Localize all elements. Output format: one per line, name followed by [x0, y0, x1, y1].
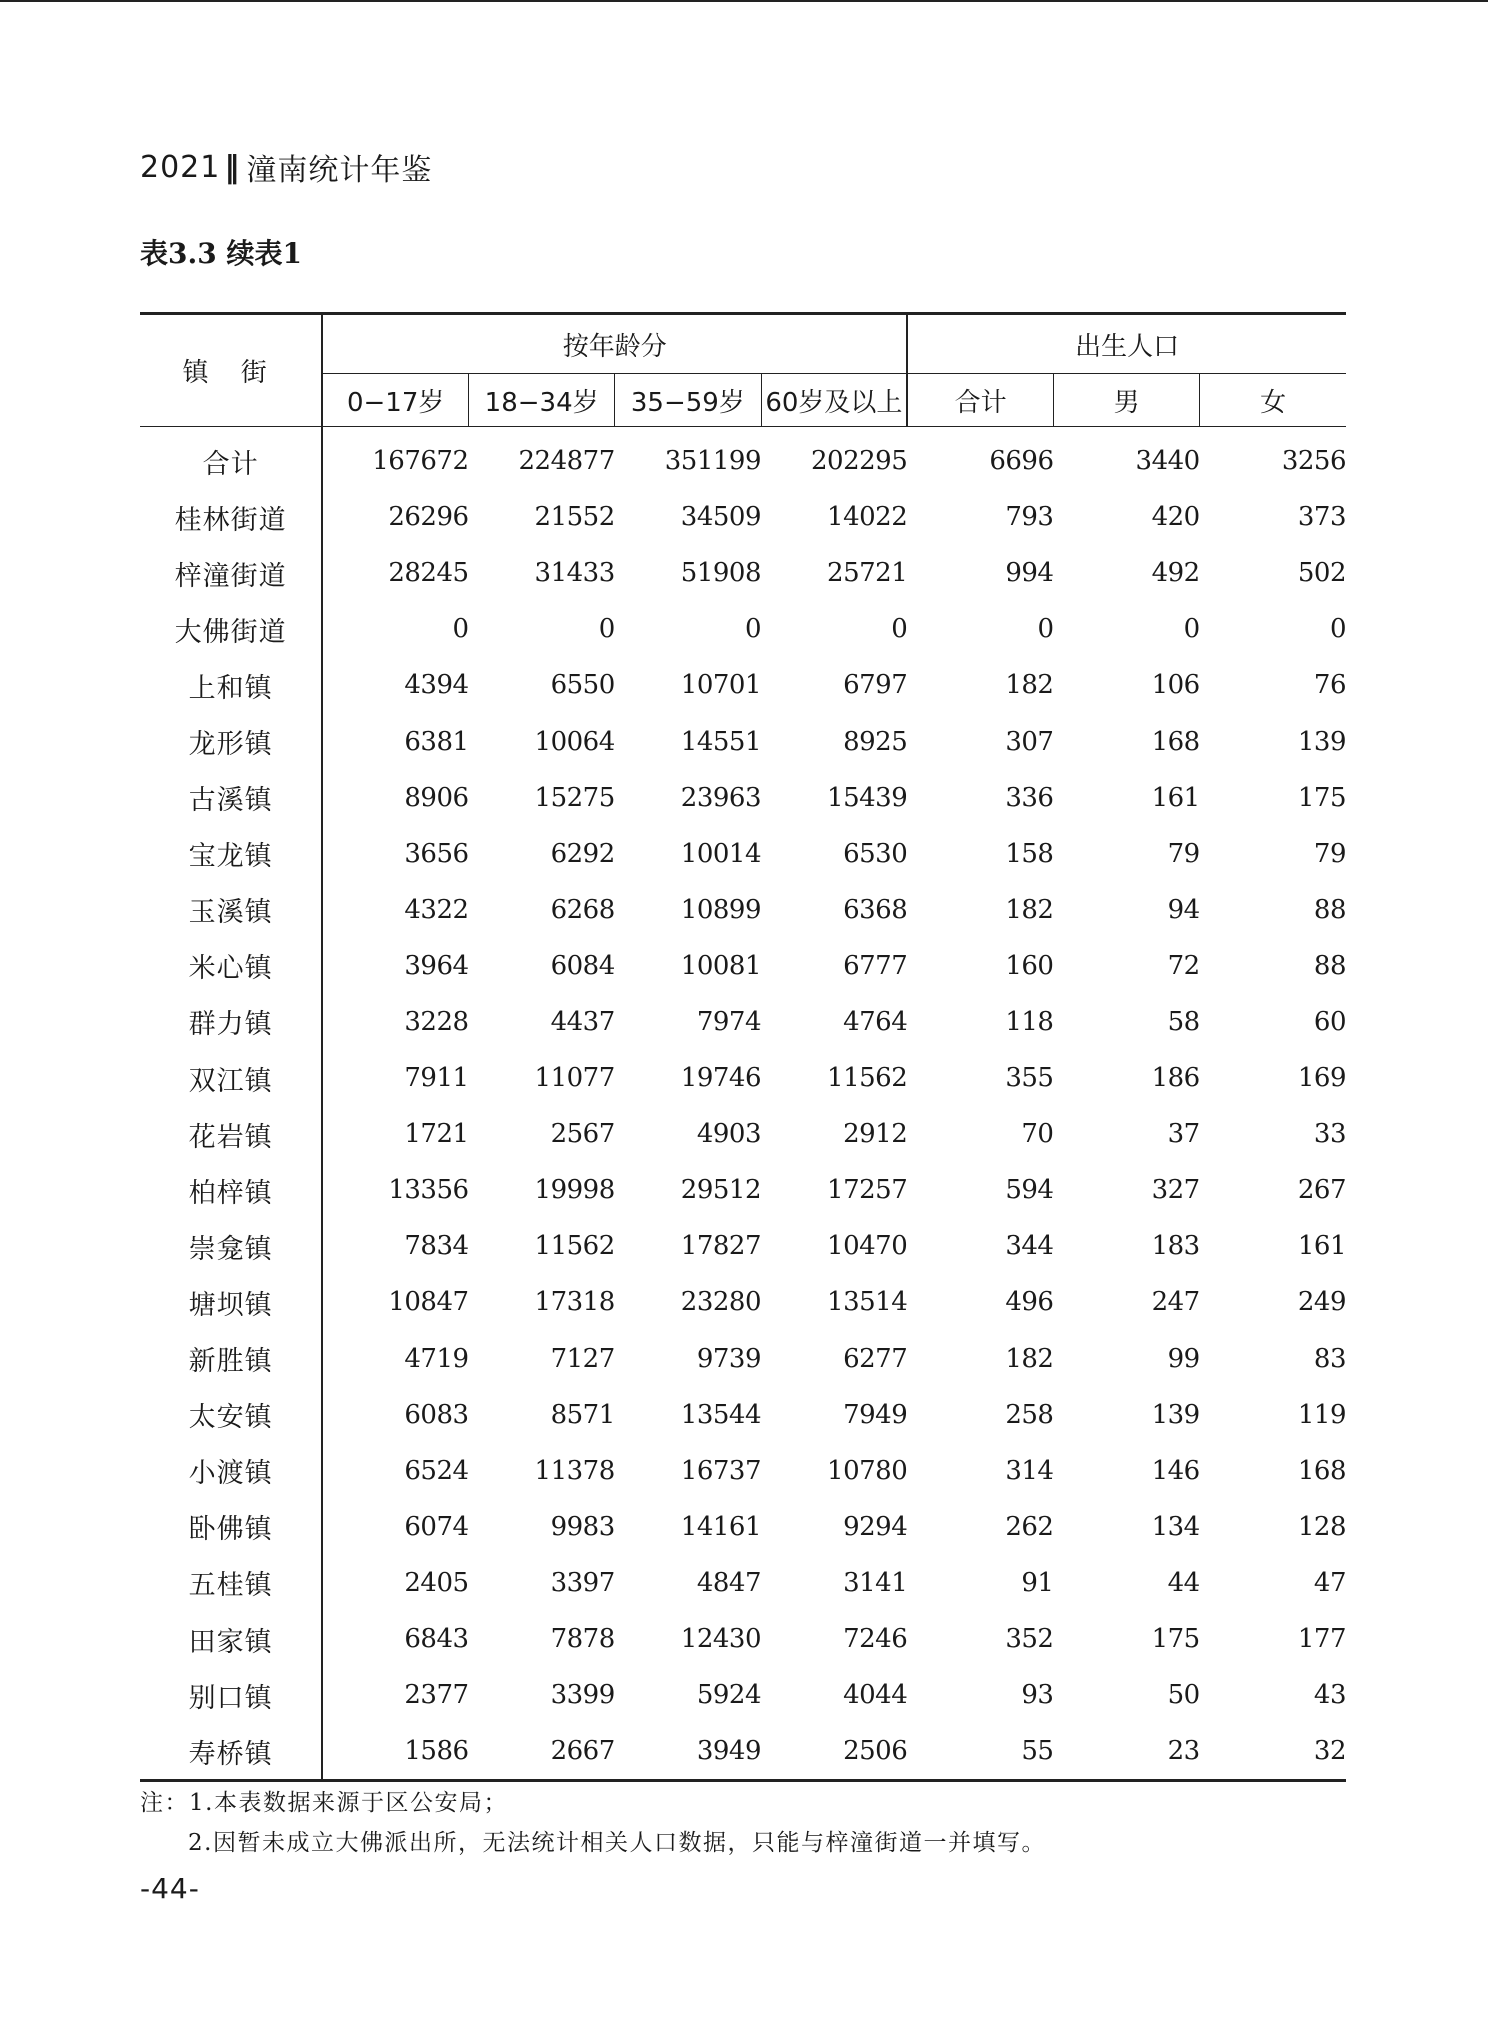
value-cell: 21552 [534, 502, 615, 533]
value-cell: 3256 [1281, 446, 1346, 477]
value-cell: 6084 [550, 950, 615, 981]
value-cell: 177 [1297, 1624, 1346, 1655]
value-cell: 4764 [843, 1006, 908, 1037]
value-cell: 262 [1005, 1511, 1054, 1542]
region-name: 别口镇 [140, 1667, 322, 1723]
value-cell: 31433 [534, 558, 615, 589]
value-cell: 15275 [534, 782, 615, 813]
value-cell: 336 [1005, 782, 1054, 813]
value-cell: 7127 [550, 1343, 615, 1374]
value-cell: 19998 [534, 1175, 615, 1206]
table-row [140, 1611, 1346, 1667]
value-cell: 58 [1167, 1006, 1200, 1037]
value-cell: 83 [1313, 1343, 1346, 1374]
value-cell: 4719 [404, 1343, 469, 1374]
region-name: 田家镇 [140, 1611, 322, 1667]
value-cell: 3949 [696, 1736, 761, 1767]
value-cell: 14022 [827, 502, 908, 533]
table-row [140, 1106, 1346, 1162]
value-cell: 0 [1183, 614, 1200, 645]
value-cell: 3440 [1135, 446, 1200, 477]
value-cell: 2405 [404, 1567, 469, 1598]
value-cell: 128 [1297, 1511, 1346, 1542]
value-cell: 99 [1167, 1343, 1200, 1374]
value-cell: 23 [1167, 1736, 1200, 1767]
value-cell: 352 [1005, 1624, 1054, 1655]
value-cell: 11077 [534, 1063, 615, 1094]
header-age-35-59: 35−59岁 [615, 374, 761, 427]
table-row [140, 1387, 1346, 1443]
value-cell: 6530 [843, 838, 908, 869]
value-cell: 0 [744, 614, 761, 645]
value-cell: 17827 [680, 1231, 761, 1262]
table-row [140, 994, 1346, 1050]
value-cell: 6524 [404, 1455, 469, 1486]
value-cell: 7974 [696, 1006, 761, 1037]
value-cell: 6074 [404, 1511, 469, 1542]
note-1: 注：1.本表数据来源于区公安局； [140, 1790, 508, 1816]
header-age-group: 按年龄分 [322, 314, 907, 374]
region-name: 寿桥镇 [140, 1723, 322, 1781]
value-cell: 6550 [550, 670, 615, 701]
value-cell: 11562 [534, 1231, 615, 1262]
value-cell: 8571 [550, 1399, 615, 1430]
region-name: 五桂镇 [140, 1555, 322, 1611]
value-cell: 118 [1005, 1006, 1054, 1037]
value-cell: 496 [1005, 1287, 1054, 1318]
value-cell: 79 [1313, 838, 1346, 869]
value-cell: 88 [1313, 950, 1346, 981]
value-cell: 351199 [664, 446, 761, 477]
region-name: 龙形镇 [140, 713, 322, 769]
value-cell: 10470 [827, 1231, 908, 1262]
value-cell: 11562 [827, 1063, 908, 1094]
value-cell: 158 [1005, 838, 1054, 869]
value-cell: 14551 [680, 726, 761, 757]
table-row [140, 938, 1346, 994]
value-cell: 175 [1151, 1624, 1200, 1655]
value-cell: 6368 [843, 894, 908, 925]
region-name: 玉溪镇 [140, 882, 322, 938]
value-cell: 7949 [843, 1399, 908, 1430]
value-cell: 44 [1167, 1567, 1200, 1598]
value-cell: 6277 [843, 1343, 908, 1374]
value-cell: 34509 [680, 502, 761, 533]
value-cell: 8925 [843, 726, 908, 757]
value-cell: 13544 [680, 1399, 761, 1430]
value-cell: 175 [1297, 782, 1346, 813]
value-cell: 202295 [810, 446, 908, 477]
value-cell: 2567 [550, 1119, 615, 1150]
value-cell: 9983 [550, 1511, 615, 1542]
value-cell: 4847 [696, 1567, 761, 1598]
table-row [140, 1274, 1346, 1330]
value-cell: 25721 [827, 558, 908, 589]
value-cell: 183 [1151, 1231, 1200, 1262]
table-row [140, 601, 1346, 657]
value-cell: 51908 [680, 558, 761, 589]
value-cell: 37 [1167, 1119, 1200, 1150]
value-cell: 224877 [518, 446, 615, 477]
table-row [140, 1050, 1346, 1106]
value-cell: 1721 [404, 1119, 469, 1150]
header-divider-icon: ‖ [224, 149, 241, 185]
region-name: 小渡镇 [140, 1443, 322, 1499]
value-cell: 0 [598, 614, 615, 645]
table-notes [140, 1783, 1046, 1863]
value-cell: 26296 [388, 502, 469, 533]
value-cell: 9294 [843, 1511, 908, 1542]
value-cell: 88 [1313, 894, 1346, 925]
value-cell: 7246 [843, 1624, 908, 1655]
value-cell: 10081 [680, 950, 761, 981]
value-cell: 186 [1151, 1063, 1200, 1094]
statistics-table [140, 312, 1346, 1782]
value-cell: 8906 [404, 782, 469, 813]
value-cell: 182 [1005, 1343, 1054, 1374]
note-2: 2.因暂未成立大佛派出所，无法统计相关人口数据，只能与梓潼街道一并填写。 [188, 1830, 1046, 1856]
region-name: 合计 [140, 427, 322, 490]
value-cell: 10899 [680, 894, 761, 925]
table-row [140, 657, 1346, 713]
value-cell: 314 [1005, 1455, 1054, 1486]
header-birth-female: 女 [1200, 374, 1346, 427]
table-row [140, 1499, 1346, 1555]
region-name: 上和镇 [140, 657, 322, 713]
region-name: 卧佛镇 [140, 1499, 322, 1555]
value-cell: 139 [1151, 1399, 1200, 1430]
value-cell: 4394 [404, 670, 469, 701]
value-cell: 1586 [404, 1736, 469, 1767]
value-cell: 139 [1297, 726, 1346, 757]
value-cell: 10701 [680, 670, 761, 701]
table-body [140, 427, 1346, 1781]
value-cell: 32 [1313, 1736, 1346, 1767]
region-name: 桂林街道 [140, 489, 322, 545]
value-cell: 182 [1005, 670, 1054, 701]
value-cell: 19746 [680, 1063, 761, 1094]
value-cell: 168 [1151, 726, 1200, 757]
region-name: 古溪镇 [140, 770, 322, 826]
value-cell: 6292 [550, 838, 615, 869]
value-cell: 267 [1297, 1175, 1346, 1206]
value-cell: 4044 [843, 1680, 908, 1711]
region-name: 塘坝镇 [140, 1274, 322, 1330]
value-cell: 373 [1297, 502, 1346, 533]
value-cell: 6797 [843, 670, 908, 701]
value-cell: 10064 [534, 726, 615, 757]
region-name: 花岩镇 [140, 1106, 322, 1162]
value-cell: 249 [1297, 1287, 1346, 1318]
value-cell: 5924 [696, 1680, 761, 1711]
value-cell: 4322 [404, 894, 469, 925]
page-number: -44- [140, 1872, 200, 1905]
value-cell: 91 [1021, 1567, 1054, 1598]
region-name: 群力镇 [140, 994, 322, 1050]
value-cell: 10780 [827, 1455, 908, 1486]
value-cell: 146 [1151, 1455, 1200, 1486]
value-cell: 7878 [550, 1624, 615, 1655]
value-cell: 6381 [404, 726, 469, 757]
running-header [140, 145, 432, 189]
value-cell: 9739 [696, 1343, 761, 1374]
value-cell: 2667 [550, 1736, 615, 1767]
table-row [140, 1162, 1346, 1218]
value-cell: 344 [1005, 1231, 1054, 1262]
header-age-60-plus: 60岁及以上 [761, 374, 907, 427]
value-cell: 14161 [680, 1511, 761, 1542]
value-cell: 0 [452, 614, 469, 645]
value-cell: 17318 [534, 1287, 615, 1318]
value-cell: 70 [1021, 1119, 1054, 1150]
value-cell: 3397 [550, 1567, 615, 1598]
value-cell: 502 [1297, 558, 1346, 589]
table-title: 表3.3 续表1 [140, 237, 302, 270]
region-name: 新胜镇 [140, 1331, 322, 1387]
value-cell: 15439 [827, 782, 908, 813]
value-cell: 33 [1313, 1119, 1346, 1150]
value-cell: 793 [1005, 502, 1054, 533]
value-cell: 23963 [680, 782, 761, 813]
value-cell: 6777 [843, 950, 908, 981]
value-cell: 6268 [550, 894, 615, 925]
value-cell: 167672 [372, 446, 469, 477]
value-cell: 420 [1151, 502, 1200, 533]
table-row [140, 1331, 1346, 1387]
value-cell: 93 [1021, 1680, 1054, 1711]
value-cell: 4437 [550, 1006, 615, 1037]
region-name: 大佛街道 [140, 601, 322, 657]
value-cell: 76 [1313, 670, 1346, 701]
region-name: 柏梓镇 [140, 1162, 322, 1218]
table-row [140, 770, 1346, 826]
value-cell: 7911 [404, 1063, 469, 1094]
value-cell: 355 [1005, 1063, 1054, 1094]
header-region: 镇 街 [140, 314, 322, 427]
table-row [140, 489, 1346, 545]
value-cell: 492 [1151, 558, 1200, 589]
value-cell: 2912 [843, 1119, 908, 1150]
value-cell: 594 [1005, 1175, 1054, 1206]
value-cell: 94 [1167, 894, 1200, 925]
value-cell: 4903 [696, 1119, 761, 1150]
value-cell: 160 [1005, 950, 1054, 981]
table-row [140, 882, 1346, 938]
value-cell: 6843 [404, 1624, 469, 1655]
value-cell: 6083 [404, 1399, 469, 1430]
value-cell: 307 [1005, 726, 1054, 757]
value-cell: 994 [1005, 558, 1054, 589]
table-row [140, 1667, 1346, 1723]
table-row [140, 1443, 1346, 1499]
value-cell: 161 [1151, 782, 1200, 813]
value-cell: 3964 [404, 950, 469, 981]
value-cell: 50 [1167, 1680, 1200, 1711]
value-cell: 10847 [388, 1287, 469, 1318]
value-cell: 72 [1167, 950, 1200, 981]
value-cell: 29512 [680, 1175, 761, 1206]
value-cell: 258 [1005, 1399, 1054, 1430]
header-age-18-34: 18−34岁 [469, 374, 615, 427]
region-name: 宝龙镇 [140, 826, 322, 882]
value-cell: 3228 [404, 1006, 469, 1037]
value-cell: 2506 [843, 1736, 908, 1767]
value-cell: 6696 [989, 446, 1054, 477]
header-book-title: 潼南统计年鉴 [246, 153, 433, 188]
value-cell: 3656 [404, 838, 469, 869]
region-name: 双江镇 [140, 1050, 322, 1106]
value-cell: 134 [1151, 1511, 1200, 1542]
value-cell: 106 [1151, 670, 1200, 701]
table-row [140, 545, 1346, 601]
value-cell: 7834 [404, 1231, 469, 1262]
header-year: 2021 [140, 149, 221, 185]
table-row [140, 1218, 1346, 1274]
value-cell: 0 [1037, 614, 1054, 645]
value-cell: 182 [1005, 894, 1054, 925]
value-cell: 79 [1167, 838, 1200, 869]
top-rule [0, 0, 1488, 2]
value-cell: 55 [1021, 1736, 1054, 1767]
value-cell: 0 [1329, 614, 1346, 645]
value-cell: 161 [1297, 1231, 1346, 1262]
value-cell: 43 [1313, 1680, 1346, 1711]
table-row [140, 826, 1346, 882]
table-row [140, 427, 1346, 490]
value-cell: 13356 [388, 1175, 469, 1206]
value-cell: 3399 [550, 1680, 615, 1711]
value-cell: 119 [1297, 1399, 1346, 1430]
value-cell: 28245 [388, 558, 469, 589]
value-cell: 13514 [827, 1287, 908, 1318]
value-cell: 47 [1313, 1567, 1346, 1598]
table-row [140, 1555, 1346, 1611]
region-name: 太安镇 [140, 1387, 322, 1443]
region-name: 崇龛镇 [140, 1218, 322, 1274]
value-cell: 0 [891, 614, 908, 645]
value-cell: 10014 [680, 838, 761, 869]
header-birth-total: 合计 [907, 374, 1053, 427]
region-name: 米心镇 [140, 938, 322, 994]
header-birth-group: 出生人口 [907, 314, 1346, 374]
value-cell: 3141 [843, 1567, 908, 1598]
header-age-0-17: 0−17岁 [346, 387, 445, 418]
value-cell: 60 [1313, 1006, 1346, 1037]
table-row [140, 713, 1346, 769]
value-cell: 16737 [680, 1455, 761, 1486]
value-cell: 169 [1297, 1063, 1346, 1094]
header-birth-male: 男 [1053, 374, 1199, 427]
value-cell: 168 [1297, 1455, 1346, 1486]
value-cell: 11378 [534, 1455, 615, 1486]
value-cell: 17257 [827, 1175, 908, 1206]
value-cell: 23280 [680, 1287, 761, 1318]
value-cell: 327 [1151, 1175, 1200, 1206]
region-name: 梓潼街道 [140, 545, 322, 601]
value-cell: 12430 [680, 1624, 761, 1655]
value-cell: 2377 [404, 1680, 469, 1711]
value-cell: 247 [1151, 1287, 1200, 1318]
table-row [140, 1723, 1346, 1781]
